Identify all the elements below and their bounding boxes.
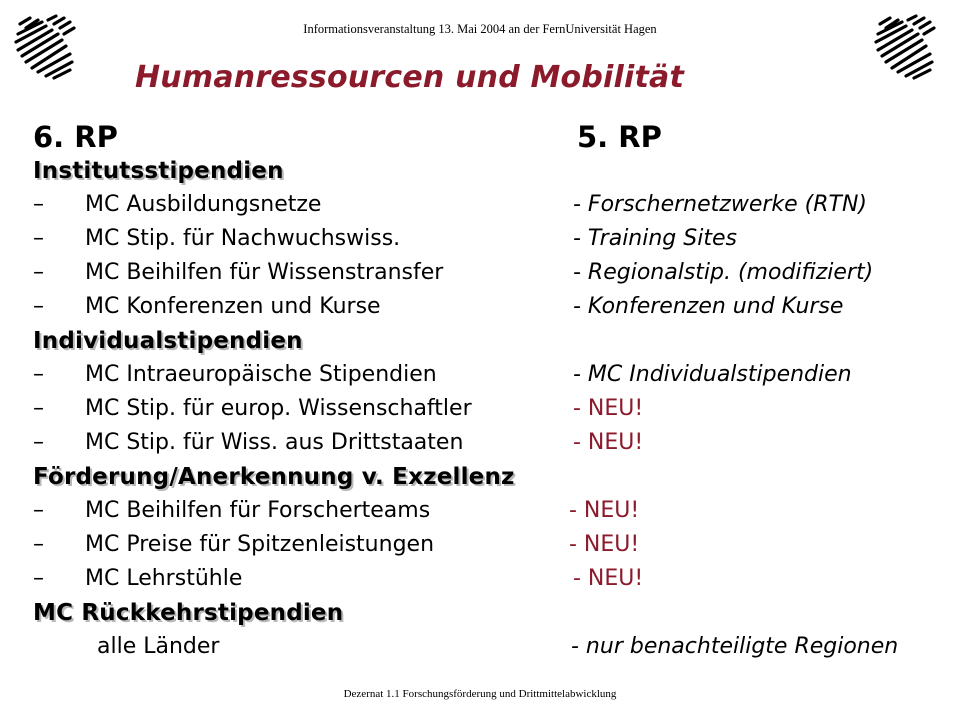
coat-of-arms-icon: [872, 14, 936, 82]
item-5rp-new: - NEU!: [569, 532, 640, 557]
bullet-dash: –: [33, 396, 44, 421]
bullet-dash: –: [33, 566, 44, 591]
item-6rp: MC Beihilfen für Wissenstransfer: [85, 260, 444, 285]
bullet-dash: –: [33, 260, 44, 285]
list-item: [33, 566, 953, 600]
item-5rp: - Regionalstip. (modifiziert): [573, 260, 874, 285]
item-6rp: MC Konferenzen und Kurse: [85, 294, 381, 319]
list-item: [33, 294, 953, 328]
list-item: [33, 192, 953, 226]
item-5rp: - Forschernetzwerke (RTN): [573, 192, 868, 217]
list-item: [33, 634, 953, 668]
item-5rp-new: - NEU!: [569, 498, 640, 523]
section-heading: Förderung/Anerkennung v. Exzellenz: [33, 464, 515, 490]
bullet-dash: –: [33, 498, 44, 523]
section-heading: MC Rückkehrstipendien: [33, 600, 344, 626]
slide-title: Humanressourcen und Mobilität: [135, 60, 685, 95]
item-5rp-new: - NEU!: [573, 430, 644, 455]
list-item: [33, 498, 953, 532]
column-heading-5rp: 5. RP: [577, 120, 662, 154]
item-6rp: MC Lehrstühle: [85, 566, 243, 591]
item-6rp: MC Stip. für Wiss. aus Drittstaaten: [85, 430, 464, 455]
item-6rp: alle Länder: [97, 634, 220, 659]
bullet-dash: –: [33, 192, 44, 217]
item-6rp: MC Stip. für Nachwuchswiss.: [85, 226, 401, 251]
list-item: [33, 226, 953, 260]
bullet-dash: –: [33, 226, 44, 251]
list-item: [33, 532, 953, 566]
list-item: [33, 362, 953, 396]
item-6rp: MC Preise für Spitzenleistungen: [85, 532, 435, 557]
item-5rp-new: - NEU!: [573, 396, 644, 421]
item-6rp: MC Beihilfen für Forscherteams: [85, 498, 431, 523]
list-item: [33, 430, 953, 464]
item-5rp-new: - NEU!: [573, 566, 644, 591]
slide-footer: Dezernat 1.1 Forschungsförderung und Drittmittelabwicklung: [343, 688, 617, 700]
item-6rp: MC Intraeuropäische Stipendien: [85, 362, 437, 387]
item-5rp: - nur benachteiligte Regionen: [571, 634, 899, 659]
slide-header: Informationsveranstaltung 13. Mai 2004 an der FernUniversität Hagen: [303, 22, 657, 36]
bullet-dash: –: [33, 532, 44, 557]
section-heading: Institutsstipendien: [33, 158, 284, 184]
bullet-dash: –: [33, 294, 44, 319]
list-item: [33, 260, 953, 294]
list-item: [33, 396, 953, 430]
item-6rp: MC Ausbildungsnetze: [85, 192, 322, 217]
section-heading: Individualstipendien: [33, 328, 303, 354]
item-5rp: - Konferenzen und Kurse: [573, 294, 844, 319]
item-5rp: - Training Sites: [573, 226, 737, 251]
bullet-dash: –: [33, 430, 44, 455]
column-heading-6rp: 6. RP: [33, 120, 118, 154]
bullet-dash: –: [33, 362, 44, 387]
coat-of-arms-icon: [12, 14, 76, 82]
item-6rp: MC Stip. für europ. Wissenschaftler: [85, 396, 472, 421]
item-5rp: - MC Individualstipendien: [573, 362, 852, 387]
